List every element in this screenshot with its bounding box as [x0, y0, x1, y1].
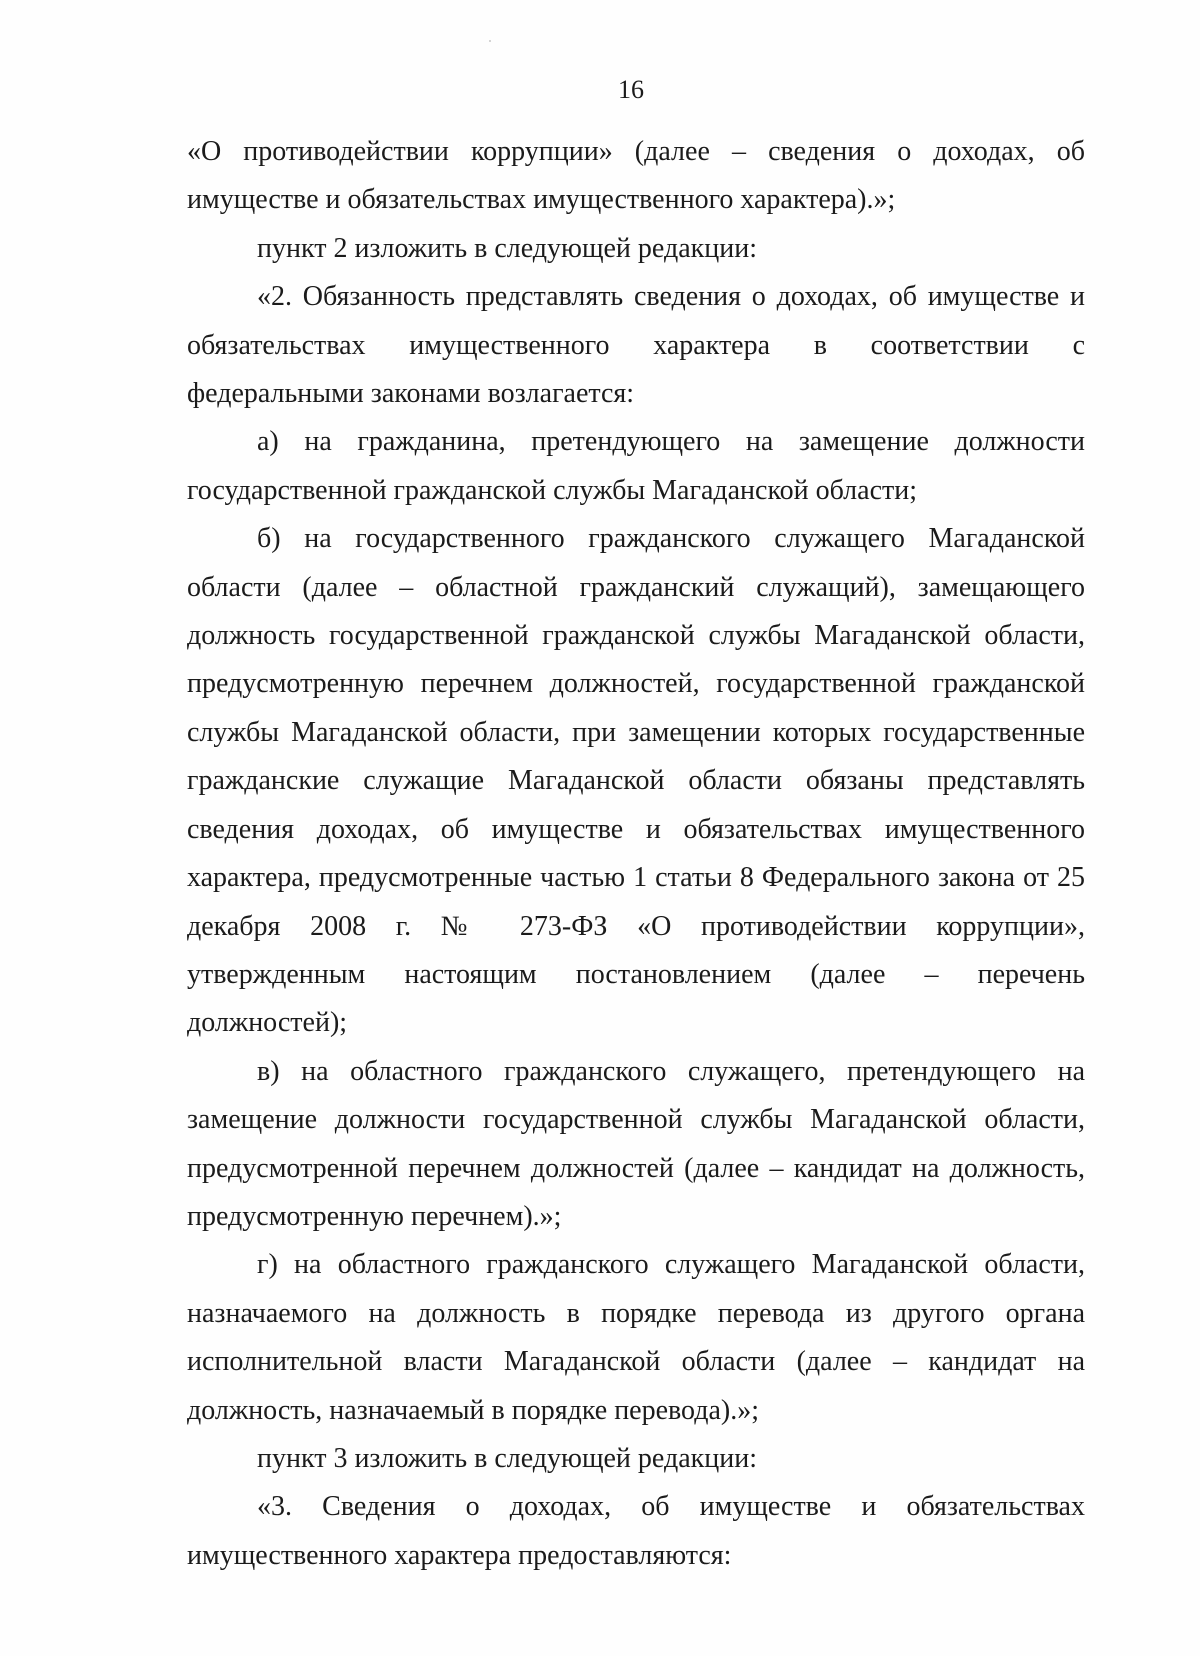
- paragraph: в) на областного гражданского служащего, претендующего на замещение должности государственной службы Магаданской области, предусмотренной перечнем должностей (далее – кандидат на должность, предусмотренную перечнем).»;: [187, 1055, 1085, 1232]
- paragraph: г) на областного гражданского служащего Магаданской области, назначаемого на должность в порядке перевода из другого органа исполнительной власти Магаданской области (далее – кандидат на должность, назначаемый в порядке перевода).»;: [187, 1249, 1085, 1426]
- paragraph: пункт 3 изложить в следующей редакции:: [257, 1442, 757, 1474]
- document-body: [187, 128, 1085, 1580]
- paragraph: «О противодействии коррупции» (далее – сведения о доходах, об имуществе и обязательствах имущественного характера).»;: [187, 136, 1085, 216]
- page-number: 16: [618, 75, 644, 104]
- paragraph: пункт 2 изложить в следующей редакции:: [257, 232, 757, 264]
- paragraph: б) на государственного гражданского служащего Магаданской области (далее – областной гражданский служащий), замещающего должность государственной гражданской службы Магаданской области, предусмотренную перечнем должностей, государственной гражданской службы Магаданской области, при замещении которых государственные гражданские служащие Магаданской области обязаны представлять сведения доходах, об имуществе и обязательствах имущественного характера, предусмотренные частью 1 статьи 8 Федерального закона от 25 декабря 2008 г. № 273-ФЗ «О противодействии коррупции», утвержденным настоящим постановлением (далее – перечень должностей);: [187, 523, 1085, 1039]
- paragraph: а) на гражданина, претендующего на замещение должности государственной гражданской службы Магаданской области;: [187, 426, 1085, 506]
- paragraph: «2. Обязанность представлять сведения о доходах, об имуществе и обязательствах имущественного характера в соответствии с федеральными законами возлагается:: [187, 281, 1085, 410]
- paragraph: «3. Сведения о доходах, об имуществе и обязательствах имущественного характера предоставляются:: [187, 1491, 1085, 1571]
- scan-artifact: [489, 40, 491, 42]
